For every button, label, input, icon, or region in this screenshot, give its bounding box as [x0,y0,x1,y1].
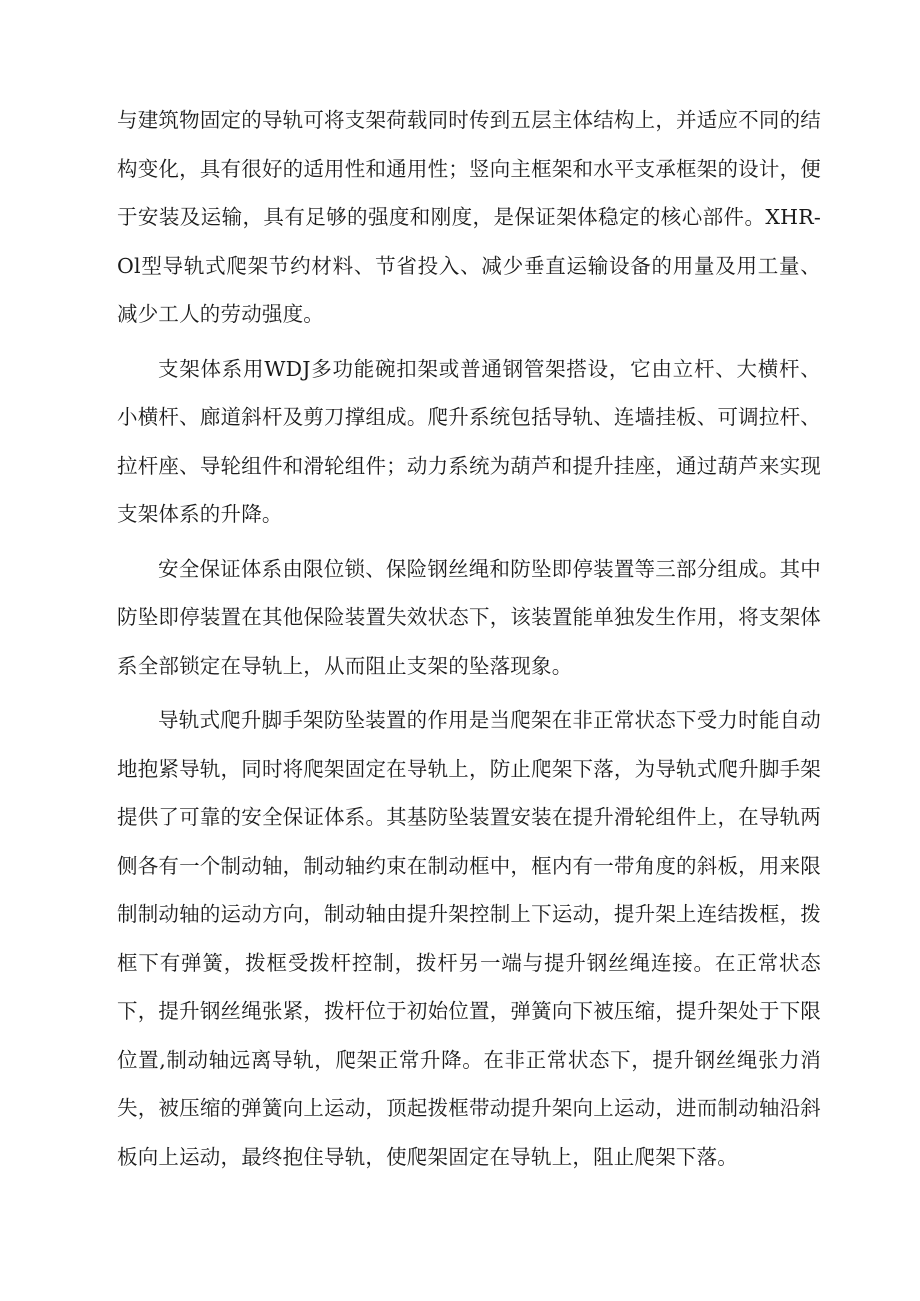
paragraph-support-system: 支架体系用WDJ多功能碗扣架或普通钢管架搭设，它由立杆、大横杆、小横杆、廊道斜杆及剪刀撑组成。爬升系统包括导轨、连墙挂板、可调拉杆、拉杆座、导轮组件和滑轮组件；动力系统为葫芦和提升挂座，通过葫芦来实现支架体系的升降。 [117,356,821,526]
paragraph-anti-fall-device: 导轨式爬升脚手架防坠装置的作用是当爬架在非正常状态下受力时能自动地抱紧导轨，同时将爬架固定在导轨上，防止爬架下落，为导轨式爬升脚手架提供了可靠的安全保证体系。其基防坠装置安装在提升滑轮组件上，在导轨两侧各有一个制动轴，制动轴约束在制动框中，框内有一带角度的斜板，用来限制制动轴的运动方向，制动轴由提升架控制上下运动，提升架上连结拨框，拨框下有弹簧，拨框受拨杆控制，拨杆另一端与提升钢丝绳连接。在正常状态下，提升钢丝绳张紧，拨杆位于初始位置，弹簧向下被压缩，提升架处于下限位置,制动轴远离导轨，爬架正常升降。在非正常状态下，提升钢丝绳张力消失，被压缩的弹簧向上运动，顶起拨框带动提升架向上运动，进而制动轴沿斜板向上运动，最终抱住导轨，使爬架固定在导轨上，阻止爬架下落。 [117,708,821,1169]
paragraph-safety-system: 安全保证体系由限位锁、保险钢丝绳和防坠即停装置等三部分组成。其中防坠即停装置在其他保险装置失效状态下，该装置能单独发生作用，将支架体系全部锁定在导轨上，从而阻止支架的坠落现象。 [117,556,821,678]
document-body [117,96,821,1187]
paragraph-continuation: 与建筑物固定的导轨可将支架荷载同时传到五层主体结构上，并适应不同的结构变化，具有很好的适用性和通用性；竖向主框架和水平支承框架的设计，便于安装及运输，具有足够的强度和刚度，是保证架体稳定的核心部件。XHR-Ol型导轨式爬架节约材料、节省投入、减少垂直运输设备的用量及用工量、减少工人的劳动强度。 [117,108,821,326]
